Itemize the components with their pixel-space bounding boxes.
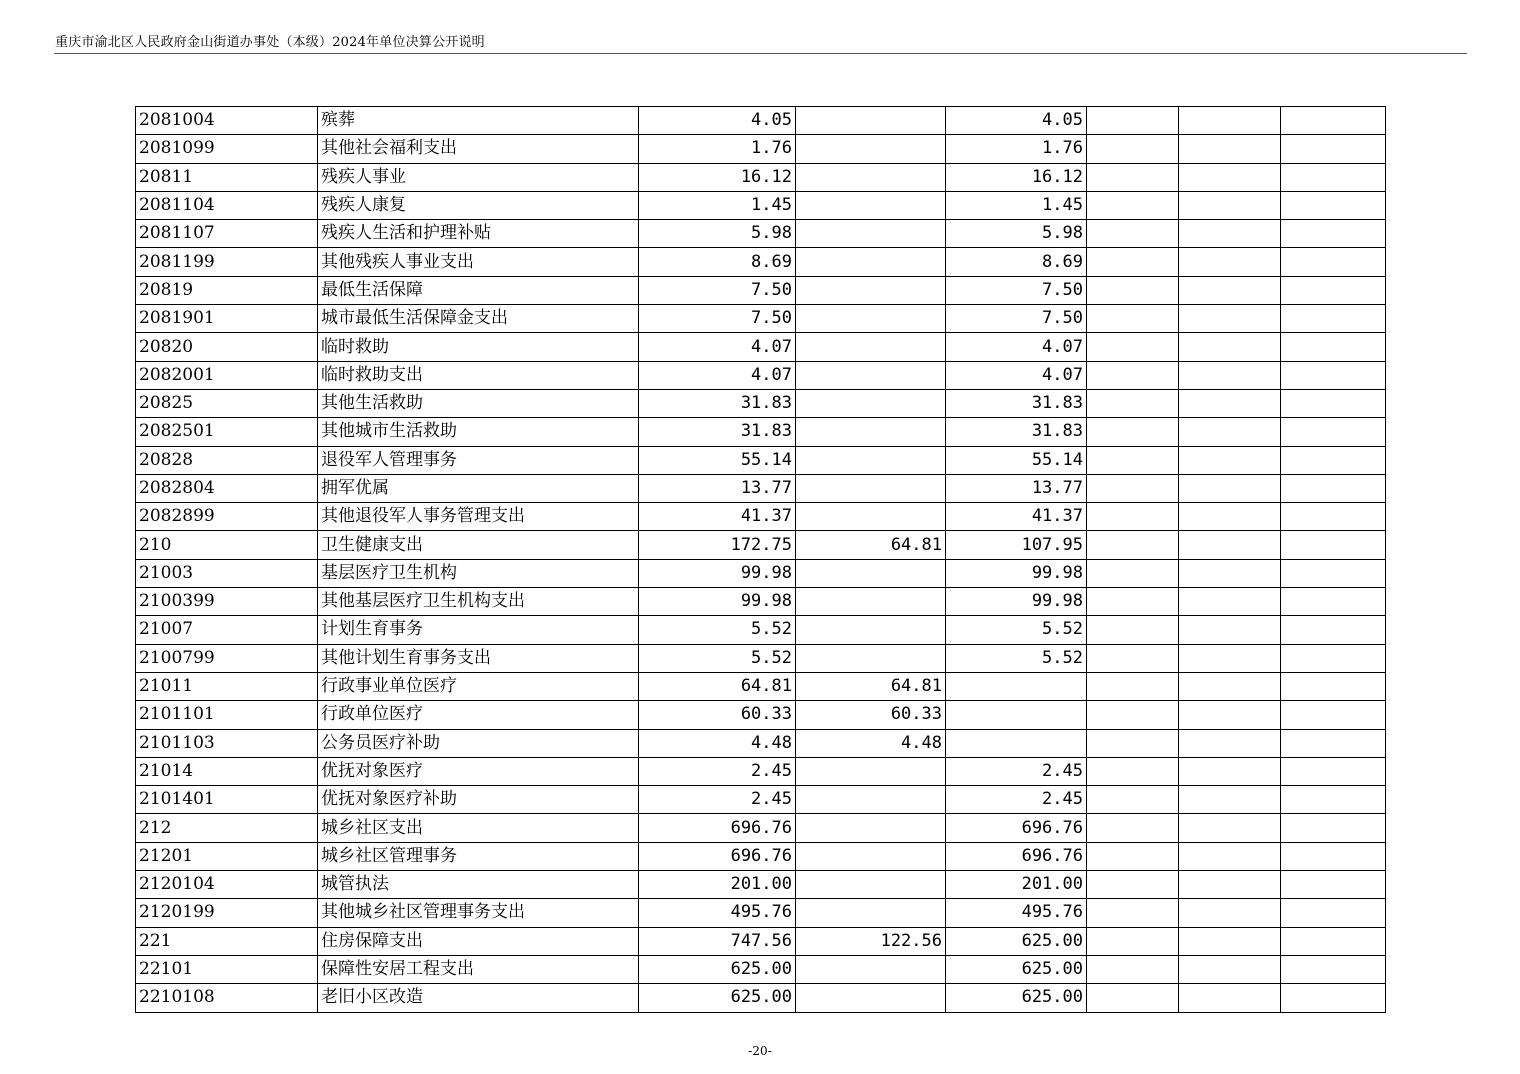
column-7-cell: [1179, 899, 1281, 927]
subject-name-cell: 公务员医疗补助: [318, 729, 639, 757]
column-8-cell: [1281, 588, 1386, 616]
subject-name-cell: 城市最低生活保障金支出: [318, 305, 639, 333]
table-row: [136, 361, 1386, 389]
basic-expenditure-cell: [796, 871, 946, 899]
column-7-cell: [1179, 361, 1281, 389]
column-8-cell: [1281, 644, 1386, 672]
subject-code-cell: 2100799: [136, 644, 318, 672]
column-6-cell: [1087, 418, 1179, 446]
column-8-cell: [1281, 418, 1386, 446]
total-amount-cell: 1.76: [639, 135, 796, 163]
project-expenditure-cell: 99.98: [946, 588, 1087, 616]
column-6-cell: [1087, 672, 1179, 700]
table-row: [136, 446, 1386, 474]
table-row: [136, 899, 1386, 927]
column-8-cell: [1281, 446, 1386, 474]
subject-code-cell: 2100399: [136, 588, 318, 616]
column-6-cell: [1087, 616, 1179, 644]
column-6-cell: [1087, 248, 1179, 276]
subject-name-cell: 行政单位医疗: [318, 701, 639, 729]
project-expenditure-cell: 55.14: [946, 446, 1087, 474]
basic-expenditure-cell: [796, 899, 946, 927]
column-8-cell: [1281, 163, 1386, 191]
subject-code-cell: 2081199: [136, 248, 318, 276]
column-7-cell: [1179, 220, 1281, 248]
column-6-cell: [1087, 842, 1179, 870]
table-row: [136, 757, 1386, 785]
subject-name-cell: 城乡社区支出: [318, 814, 639, 842]
column-6-cell: [1087, 305, 1179, 333]
project-expenditure-cell: 31.83: [946, 418, 1087, 446]
basic-expenditure-cell: [796, 955, 946, 983]
column-7-cell: [1179, 248, 1281, 276]
subject-name-cell: 计划生育事务: [318, 616, 639, 644]
subject-name-cell: 住房保障支出: [318, 927, 639, 955]
total-amount-cell: 4.07: [639, 333, 796, 361]
basic-expenditure-cell: 64.81: [796, 672, 946, 700]
basic-expenditure-cell: [796, 757, 946, 785]
subject-name-cell: 残疾人康复: [318, 191, 639, 219]
subject-name-cell: 其他计划生育事务支出: [318, 644, 639, 672]
project-expenditure-cell: 625.00: [946, 984, 1087, 1012]
total-amount-cell: 4.05: [639, 107, 796, 135]
column-6-cell: [1087, 474, 1179, 502]
column-8-cell: [1281, 842, 1386, 870]
basic-expenditure-cell: [796, 616, 946, 644]
column-7-cell: [1179, 559, 1281, 587]
basic-expenditure-cell: [796, 474, 946, 502]
subject-code-cell: 21003: [136, 559, 318, 587]
column-8-cell: [1281, 955, 1386, 983]
total-amount-cell: 7.50: [639, 276, 796, 304]
project-expenditure-cell: 5.52: [946, 644, 1087, 672]
column-8-cell: [1281, 474, 1386, 502]
column-7-cell: [1179, 191, 1281, 219]
basic-expenditure-cell: [796, 588, 946, 616]
column-6-cell: [1087, 984, 1179, 1012]
column-7-cell: [1179, 588, 1281, 616]
column-8-cell: [1281, 559, 1386, 587]
subject-name-cell: 拥军优属: [318, 474, 639, 502]
project-expenditure-cell: 7.50: [946, 305, 1087, 333]
column-6-cell: [1087, 276, 1179, 304]
subject-code-cell: 2081104: [136, 191, 318, 219]
column-7-cell: [1179, 616, 1281, 644]
column-8-cell: [1281, 757, 1386, 785]
basic-expenditure-cell: [796, 814, 946, 842]
project-expenditure-cell: 5.52: [946, 616, 1087, 644]
table-row: [136, 984, 1386, 1012]
table-row: [136, 927, 1386, 955]
subject-code-cell: 2082804: [136, 474, 318, 502]
subject-name-cell: 行政事业单位医疗: [318, 672, 639, 700]
expenditure-table: [135, 106, 1386, 1013]
column-8-cell: [1281, 361, 1386, 389]
column-8-cell: [1281, 503, 1386, 531]
subject-code-cell: 2120104: [136, 871, 318, 899]
table-row: [136, 107, 1386, 135]
subject-name-cell: 退役军人管理事务: [318, 446, 639, 474]
table-row: [136, 248, 1386, 276]
column-7-cell: [1179, 984, 1281, 1012]
column-8-cell: [1281, 389, 1386, 417]
column-7-cell: [1179, 955, 1281, 983]
project-expenditure-cell: 8.69: [946, 248, 1087, 276]
table-row: [136, 871, 1386, 899]
subject-code-cell: 221: [136, 927, 318, 955]
subject-code-cell: 21014: [136, 757, 318, 785]
project-expenditure-cell: 1.45: [946, 191, 1087, 219]
column-6-cell: [1087, 107, 1179, 135]
project-expenditure-cell: 4.07: [946, 333, 1087, 361]
table-row: [136, 276, 1386, 304]
project-expenditure-cell: 4.07: [946, 361, 1087, 389]
column-7-cell: [1179, 701, 1281, 729]
total-amount-cell: 31.83: [639, 389, 796, 417]
subject-code-cell: 2081099: [136, 135, 318, 163]
project-expenditure-cell: 696.76: [946, 814, 1087, 842]
column-6-cell: [1087, 955, 1179, 983]
total-amount-cell: 5.98: [639, 220, 796, 248]
table-row: [136, 220, 1386, 248]
subject-name-cell: 城管执法: [318, 871, 639, 899]
subject-code-cell: 2101103: [136, 729, 318, 757]
subject-code-cell: 20820: [136, 333, 318, 361]
table-row: [136, 305, 1386, 333]
subject-code-cell: 212: [136, 814, 318, 842]
table-row: [136, 389, 1386, 417]
subject-name-cell: 残疾人事业: [318, 163, 639, 191]
subject-code-cell: 2082899: [136, 503, 318, 531]
column-7-cell: [1179, 531, 1281, 559]
subject-name-cell: 优抚对象医疗补助: [318, 786, 639, 814]
basic-expenditure-cell: [796, 305, 946, 333]
subject-name-cell: 其他社会福利支出: [318, 135, 639, 163]
column-7-cell: [1179, 474, 1281, 502]
total-amount-cell: 7.50: [639, 305, 796, 333]
subject-code-cell: 21201: [136, 842, 318, 870]
subject-name-cell: 保障性安居工程支出: [318, 955, 639, 983]
basic-expenditure-cell: [796, 276, 946, 304]
basic-expenditure-cell: [796, 418, 946, 446]
subject-code-cell: 21011: [136, 672, 318, 700]
project-expenditure-cell: 696.76: [946, 842, 1087, 870]
basic-expenditure-cell: [796, 107, 946, 135]
total-amount-cell: 625.00: [639, 955, 796, 983]
project-expenditure-cell: 107.95: [946, 531, 1087, 559]
table-row: [136, 729, 1386, 757]
subject-name-cell: 城乡社区管理事务: [318, 842, 639, 870]
column-6-cell: [1087, 531, 1179, 559]
column-7-cell: [1179, 927, 1281, 955]
table-row: [136, 531, 1386, 559]
subject-name-cell: 优抚对象医疗: [318, 757, 639, 785]
total-amount-cell: 5.52: [639, 616, 796, 644]
subject-code-cell: 20819: [136, 276, 318, 304]
subject-name-cell: 卫生健康支出: [318, 531, 639, 559]
total-amount-cell: 55.14: [639, 446, 796, 474]
total-amount-cell: 495.76: [639, 899, 796, 927]
subject-name-cell: 基层医疗卫生机构: [318, 559, 639, 587]
total-amount-cell: 747.56: [639, 927, 796, 955]
total-amount-cell: 16.12: [639, 163, 796, 191]
total-amount-cell: 4.07: [639, 361, 796, 389]
project-expenditure-cell: 13.77: [946, 474, 1087, 502]
column-6-cell: [1087, 786, 1179, 814]
project-expenditure-cell: 201.00: [946, 871, 1087, 899]
project-expenditure-cell: 5.98: [946, 220, 1087, 248]
column-6-cell: [1087, 333, 1179, 361]
basic-expenditure-cell: [796, 163, 946, 191]
total-amount-cell: 13.77: [639, 474, 796, 502]
table-row: [136, 644, 1386, 672]
column-6-cell: [1087, 814, 1179, 842]
column-6-cell: [1087, 361, 1179, 389]
project-expenditure-cell: 99.98: [946, 559, 1087, 587]
subject-code-cell: 22101: [136, 955, 318, 983]
project-expenditure-cell: 31.83: [946, 389, 1087, 417]
subject-name-cell: 最低生活保障: [318, 276, 639, 304]
column-7-cell: [1179, 135, 1281, 163]
table-row: [136, 588, 1386, 616]
table-body: [136, 107, 1386, 1013]
column-6-cell: [1087, 927, 1179, 955]
basic-expenditure-cell: 60.33: [796, 701, 946, 729]
basic-expenditure-cell: [796, 786, 946, 814]
project-expenditure-cell: [946, 729, 1087, 757]
column-8-cell: [1281, 248, 1386, 276]
table-row: [136, 701, 1386, 729]
subject-code-cell: 2081004: [136, 107, 318, 135]
table-row: [136, 955, 1386, 983]
table-row: [136, 474, 1386, 502]
subject-code-cell: 21007: [136, 616, 318, 644]
total-amount-cell: 5.52: [639, 644, 796, 672]
subject-code-cell: 2101401: [136, 786, 318, 814]
column-6-cell: [1087, 163, 1179, 191]
table-row: [136, 616, 1386, 644]
subject-code-cell: 2081901: [136, 305, 318, 333]
basic-expenditure-cell: 4.48: [796, 729, 946, 757]
basic-expenditure-cell: [796, 333, 946, 361]
table-row: [136, 418, 1386, 446]
column-6-cell: [1087, 191, 1179, 219]
total-amount-cell: 201.00: [639, 871, 796, 899]
project-expenditure-cell: 625.00: [946, 927, 1087, 955]
table-row: [136, 786, 1386, 814]
subject-name-cell: 其他基层医疗卫生机构支出: [318, 588, 639, 616]
column-6-cell: [1087, 588, 1179, 616]
subject-name-cell: 其他生活救助: [318, 389, 639, 417]
basic-expenditure-cell: [796, 220, 946, 248]
column-8-cell: [1281, 786, 1386, 814]
table-row: [136, 333, 1386, 361]
column-7-cell: [1179, 389, 1281, 417]
column-6-cell: [1087, 446, 1179, 474]
column-7-cell: [1179, 842, 1281, 870]
basic-expenditure-cell: [796, 135, 946, 163]
column-8-cell: [1281, 220, 1386, 248]
column-8-cell: [1281, 984, 1386, 1012]
basic-expenditure-cell: 122.56: [796, 927, 946, 955]
column-8-cell: [1281, 672, 1386, 700]
project-expenditure-cell: 625.00: [946, 955, 1087, 983]
project-expenditure-cell: 495.76: [946, 899, 1087, 927]
basic-expenditure-cell: 64.81: [796, 531, 946, 559]
column-6-cell: [1087, 729, 1179, 757]
column-7-cell: [1179, 163, 1281, 191]
column-7-cell: [1179, 276, 1281, 304]
total-amount-cell: 172.75: [639, 531, 796, 559]
basic-expenditure-cell: [796, 361, 946, 389]
project-expenditure-cell: 2.45: [946, 786, 1087, 814]
column-8-cell: [1281, 927, 1386, 955]
basic-expenditure-cell: [796, 248, 946, 276]
table-row: [136, 559, 1386, 587]
column-6-cell: [1087, 644, 1179, 672]
column-8-cell: [1281, 871, 1386, 899]
subject-code-cell: 2101101: [136, 701, 318, 729]
total-amount-cell: 99.98: [639, 559, 796, 587]
project-expenditure-cell: 7.50: [946, 276, 1087, 304]
project-expenditure-cell: 4.05: [946, 107, 1087, 135]
subject-name-cell: 临时救助支出: [318, 361, 639, 389]
column-7-cell: [1179, 644, 1281, 672]
subject-name-cell: 其他残疾人事业支出: [318, 248, 639, 276]
subject-name-cell: 其他城市生活救助: [318, 418, 639, 446]
column-7-cell: [1179, 786, 1281, 814]
table-row: [136, 503, 1386, 531]
basic-expenditure-cell: [796, 446, 946, 474]
project-expenditure-cell: [946, 701, 1087, 729]
table-row: [136, 135, 1386, 163]
total-amount-cell: 2.45: [639, 757, 796, 785]
subject-name-cell: 其他退役军人事务管理支出: [318, 503, 639, 531]
header-divider: [54, 53, 1467, 54]
page-number: -20-: [748, 1044, 772, 1058]
column-8-cell: [1281, 616, 1386, 644]
project-expenditure-cell: 16.12: [946, 163, 1087, 191]
column-6-cell: [1087, 757, 1179, 785]
column-8-cell: [1281, 899, 1386, 927]
table-row: [136, 672, 1386, 700]
column-7-cell: [1179, 871, 1281, 899]
column-8-cell: [1281, 305, 1386, 333]
column-8-cell: [1281, 729, 1386, 757]
column-8-cell: [1281, 135, 1386, 163]
table-row: [136, 163, 1386, 191]
table-row: [136, 191, 1386, 219]
total-amount-cell: 1.45: [639, 191, 796, 219]
subject-name-cell: 殡葬: [318, 107, 639, 135]
column-8-cell: [1281, 107, 1386, 135]
column-7-cell: [1179, 446, 1281, 474]
project-expenditure-cell: [946, 672, 1087, 700]
basic-expenditure-cell: [796, 842, 946, 870]
basic-expenditure-cell: [796, 389, 946, 417]
column-8-cell: [1281, 276, 1386, 304]
column-7-cell: [1179, 418, 1281, 446]
project-expenditure-cell: 2.45: [946, 757, 1087, 785]
total-amount-cell: 625.00: [639, 984, 796, 1012]
subject-code-cell: 20828: [136, 446, 318, 474]
column-8-cell: [1281, 333, 1386, 361]
document-title: 重庆市渝北区人民政府金山街道办事处（本级）2024年单位决算公开说明: [55, 35, 485, 50]
subject-code-cell: 20825: [136, 389, 318, 417]
column-7-cell: [1179, 305, 1281, 333]
column-7-cell: [1179, 333, 1281, 361]
column-8-cell: [1281, 814, 1386, 842]
subject-name-cell: 老旧小区改造: [318, 984, 639, 1012]
total-amount-cell: 2.45: [639, 786, 796, 814]
basic-expenditure-cell: [796, 191, 946, 219]
column-8-cell: [1281, 701, 1386, 729]
column-6-cell: [1087, 701, 1179, 729]
total-amount-cell: 41.37: [639, 503, 796, 531]
subject-code-cell: 2120199: [136, 899, 318, 927]
column-8-cell: [1281, 531, 1386, 559]
table-row: [136, 842, 1386, 870]
total-amount-cell: 8.69: [639, 248, 796, 276]
subject-name-cell: 临时救助: [318, 333, 639, 361]
subject-name-cell: 残疾人生活和护理补贴: [318, 220, 639, 248]
subject-code-cell: 210: [136, 531, 318, 559]
column-6-cell: [1087, 503, 1179, 531]
column-6-cell: [1087, 220, 1179, 248]
table-row: [136, 814, 1386, 842]
basic-expenditure-cell: [796, 503, 946, 531]
total-amount-cell: 31.83: [639, 418, 796, 446]
project-expenditure-cell: 1.76: [946, 135, 1087, 163]
subject-name-cell: 其他城乡社区管理事务支出: [318, 899, 639, 927]
column-7-cell: [1179, 107, 1281, 135]
column-7-cell: [1179, 672, 1281, 700]
basic-expenditure-cell: [796, 559, 946, 587]
subject-code-cell: 2210108: [136, 984, 318, 1012]
column-6-cell: [1087, 135, 1179, 163]
total-amount-cell: 64.81: [639, 672, 796, 700]
column-6-cell: [1087, 899, 1179, 927]
subject-code-cell: 2082001: [136, 361, 318, 389]
column-7-cell: [1179, 503, 1281, 531]
column-7-cell: [1179, 729, 1281, 757]
basic-expenditure-cell: [796, 644, 946, 672]
column-6-cell: [1087, 871, 1179, 899]
column-7-cell: [1179, 814, 1281, 842]
subject-code-cell: 2081107: [136, 220, 318, 248]
total-amount-cell: 4.48: [639, 729, 796, 757]
column-6-cell: [1087, 559, 1179, 587]
column-8-cell: [1281, 191, 1386, 219]
column-6-cell: [1087, 389, 1179, 417]
column-7-cell: [1179, 757, 1281, 785]
subject-code-cell: 2082501: [136, 418, 318, 446]
total-amount-cell: 696.76: [639, 842, 796, 870]
basic-expenditure-cell: [796, 984, 946, 1012]
total-amount-cell: 99.98: [639, 588, 796, 616]
project-expenditure-cell: 41.37: [946, 503, 1087, 531]
total-amount-cell: 696.76: [639, 814, 796, 842]
total-amount-cell: 60.33: [639, 701, 796, 729]
subject-code-cell: 20811: [136, 163, 318, 191]
